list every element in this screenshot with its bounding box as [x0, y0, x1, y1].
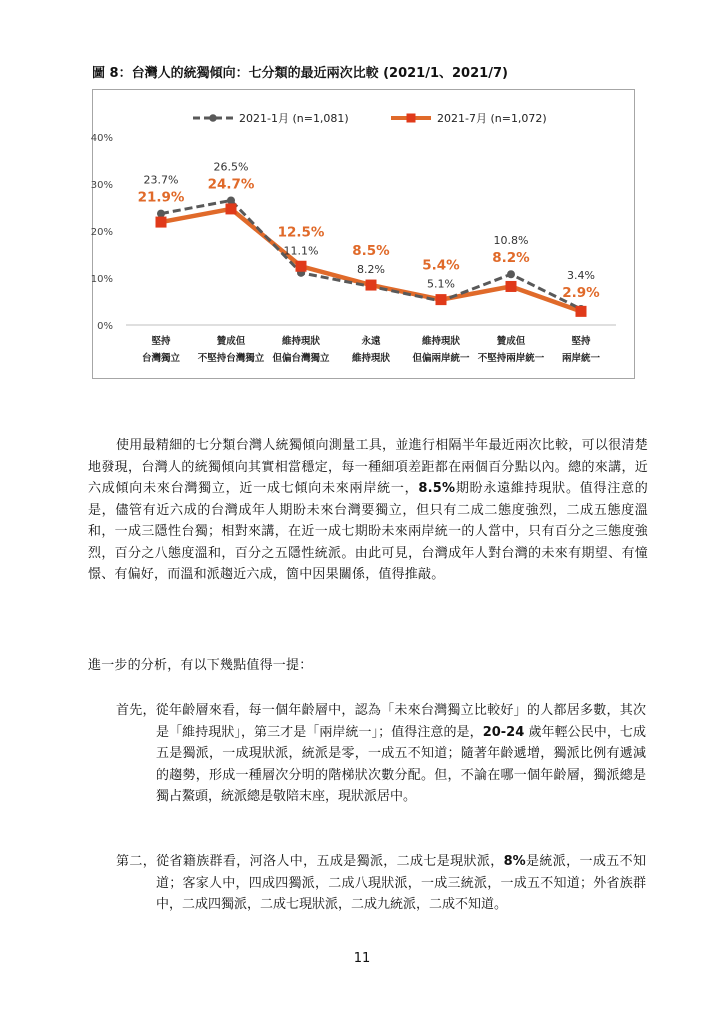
- data-label-2021-1: 26.5%: [213, 160, 249, 174]
- x-tick-label: 堅持: [151, 336, 171, 347]
- paragraph-1: [88, 435, 648, 586]
- x-tick-label: 永遠: [361, 336, 381, 347]
- x-tick-label: 兩岸統一: [561, 353, 601, 364]
- x-tick-label: 不堅持兩岸統一: [477, 353, 545, 364]
- data-label-2021-7: 8.2%: [492, 250, 530, 267]
- legend-marker-series-1: [209, 114, 217, 122]
- page-number: 11: [353, 951, 371, 966]
- data-label-2021-7: 2.9%: [562, 285, 600, 302]
- data-point-2021-7: [506, 281, 517, 292]
- x-tick-label: 贊成但: [216, 336, 246, 347]
- list-item-second: [116, 851, 646, 916]
- x-tick-label: 維持現狀: [421, 336, 461, 347]
- x-tick-label: 維持現狀: [351, 353, 391, 364]
- x-tick-label: 但偏台灣獨立: [272, 353, 330, 364]
- x-tick-label: 不堅持台灣獨立: [197, 353, 265, 364]
- line-chart: [90, 90, 634, 378]
- data-point-2021-7: [436, 294, 447, 305]
- data-point-2021-7: [296, 261, 307, 272]
- paragraph-1-highlight: 8.5%: [418, 481, 456, 496]
- paragraph-2: 進一步的分析，有以下幾點值得一提：: [88, 658, 313, 673]
- data-point-2021-7: [156, 217, 167, 228]
- list-item-second-highlight: 8%: [503, 854, 526, 869]
- list-item-second-text-a: 第二，從省籍族群看，河洛人中，五成是獨派，二成七是現狀派，: [116, 854, 504, 869]
- y-tick-label: 40%: [90, 133, 113, 144]
- data-label-2021-1: 11.1%: [283, 244, 319, 258]
- data-point-2021-1: [507, 270, 515, 278]
- y-tick-label: 0%: [97, 321, 113, 332]
- paragraph-1-text-a: 使用最精細的七分類台灣人統獨傾向測量工具，並進行相隔半年最近兩次比較，可以很清楚地發現，台灣人的統獨傾向其實相當穩定，每一種細項差距都在兩個百分點以內。總的來講，近六成傾向未來台灣獨立，近一成七傾向未來兩岸統一，: [88, 438, 648, 496]
- list-item-first-text-c: 歲年輕公民中，七成五是獨派，一成現狀派，統派是零，一成五不知道；隨著年齡遞增，獨派比例有遞減的趨勢，形成一種層次分明的階梯狀次數分配。但，不論在哪一個年齡層，獨派總是獨占鰲頭，統派總是敬陪末座，現狀派居中。: [156, 724, 646, 804]
- data-label-2021-7: 5.4%: [422, 257, 460, 274]
- paragraph-1-text-c: 期盼永遠維持現狀。值得注意的是，儘管有近六成的台灣成年人期盼未來台灣要獨立，但只有二成二態度強烈，二成五態度溫和，一成三隱性台獨；相對來講，在近一成七期盼未來兩岸統一的人當中，只有百分之三態度強烈，百分之八態度溫和，百分之五隱性統派。由此可見，台灣成年人對台灣的未來有期望、有憧憬、有偏好，而溫和派趨近六成，箇中因果關係，值得推敲。: [88, 481, 648, 582]
- data-label-2021-7: 8.5%: [352, 243, 390, 260]
- legend-marker-series-2: [407, 114, 416, 123]
- data-label-2021-1: 3.4%: [567, 269, 595, 283]
- legend-label-series-2: 2021-7月 (n=1,072): [437, 112, 547, 125]
- list-item-second-text-c: 是統派，一成五不知道；客家人中，四成四獨派，二成八現狀派，一成三統派，一成五不知道；外省族群中，二成四獨派，二成七現狀派，二成九統派，二成不知道。: [156, 854, 646, 912]
- data-label-2021-1: 5.1%: [427, 277, 455, 291]
- x-tick-label: 贊成但: [496, 336, 526, 347]
- x-tick-label: 堅持: [571, 336, 591, 347]
- x-tick-label: 維持現狀: [281, 336, 321, 347]
- data-point-2021-7: [576, 306, 587, 317]
- y-tick-label: 20%: [90, 227, 113, 238]
- x-tick-label: 但偏兩岸統一: [412, 353, 470, 364]
- y-tick-label: 30%: [90, 180, 113, 191]
- data-label-2021-1: 23.7%: [143, 173, 179, 187]
- figure-title: 圖 8：台灣人的統獨傾向：七分類的最近兩次比較 (2021/1、2021/7): [92, 66, 508, 81]
- x-tick-label: 台灣獨立: [141, 353, 181, 364]
- list-item-first-text-a: 首先，從年齡層來看，每一個年齡層中，認為「未來台灣獨立比較好」的人都居多數，其次是「維持現狀」，第三才是「兩岸統一」；值得注意的是，: [116, 703, 646, 740]
- list-item-first-highlight: 20-24: [482, 724, 525, 740]
- data-label-2021-1: 8.2%: [357, 263, 385, 277]
- data-point-2021-7: [226, 203, 237, 214]
- list-item-first: [116, 700, 646, 808]
- legend-label-series-1: 2021-1月 (n=1,081): [239, 112, 349, 125]
- data-label-2021-7: 21.9%: [137, 189, 185, 206]
- chart-container: [92, 89, 635, 379]
- data-point-2021-1: [227, 196, 235, 204]
- y-tick-label: 10%: [90, 274, 113, 285]
- data-point-2021-1: [157, 210, 165, 218]
- data-label-2021-1: 10.8%: [493, 234, 529, 248]
- data-point-2021-7: [366, 280, 377, 291]
- data-label-2021-7: 12.5%: [277, 224, 325, 241]
- data-label-2021-7: 24.7%: [207, 176, 255, 193]
